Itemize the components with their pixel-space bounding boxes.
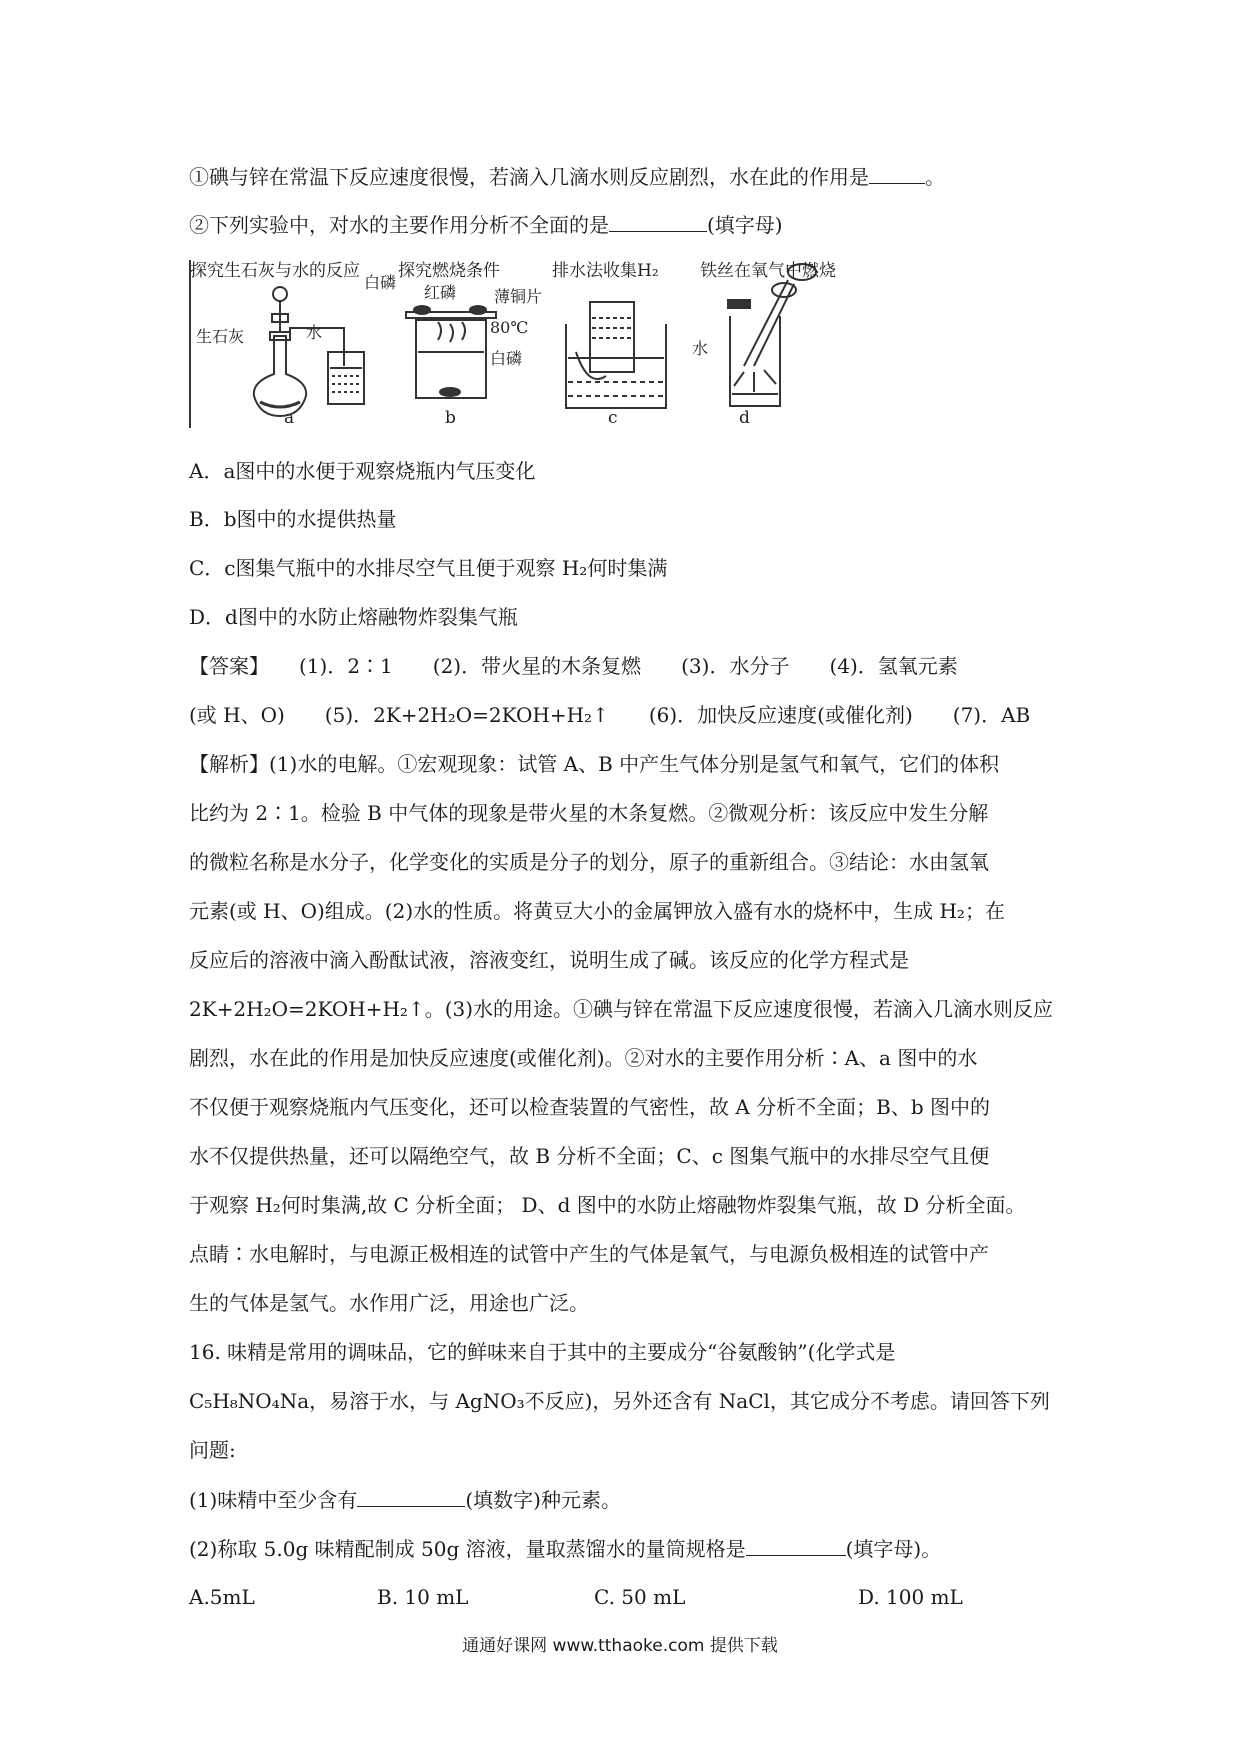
q16-sub-1: (1)味精中至少含有 (填数字)种元素。 bbox=[189, 1488, 621, 1512]
analysis-line-1: 【解析】(1)水的电解。①宏观现象：试管 A、B 中产生气体分别是氢气和氧气，它们的体积 bbox=[189, 752, 1000, 776]
answer-blank[interactable] bbox=[746, 1535, 846, 1556]
label-white-phosphorus-top: 白磷 bbox=[364, 273, 397, 292]
panel-c-title: 排水法收集H₂ bbox=[552, 261, 659, 281]
analysis-line-5: 反应后的溶液中滴入酚酞试液，溶液变红，说明生成了碱。该反应的化学方程式是 bbox=[189, 948, 909, 972]
q16-sub-2: (2)称取 5.0g 味精配制成 50g 溶液，量取蒸馏水的量筒规格是 (填字母)。 bbox=[189, 1537, 942, 1561]
q16-line-1: 16. 味精是常用的调味品，它的鲜味来自于其中的主要成分“谷氨酸钠”(化学式是 bbox=[189, 1340, 896, 1364]
option-b: B．b图中的水提供热量 bbox=[189, 507, 397, 531]
label-copper-plate: 薄铜片 bbox=[494, 287, 543, 306]
answer-blank[interactable] bbox=[357, 1486, 465, 1507]
analysis-line-6: 2K+2H₂O=2KOH+H₂↑。(3)水的用途。①碘与锌在常温下反应速度很慢，若滴入几滴水则反应 bbox=[189, 997, 1054, 1021]
q16-choice-a: A.5mL bbox=[189, 1585, 255, 1609]
analysis-line-7: 剧烈，水在此的作用是加快反应速度(或催化剂)。②对水的主要作用分析∶A、a 图中的水 bbox=[189, 1046, 978, 1070]
analysis-line-8: 不仅便于观察烧瓶内气压变化，还可以检查装置的气密性，故 A 分析不全面；B、b 图中的 bbox=[189, 1095, 991, 1119]
analysis-line-2: 比约为 2∶1。检验 B 中气体的现象是带火星的木条复燃。②微观分析：该反应中发生分解 bbox=[189, 801, 989, 825]
option-c: C．c图集气瓶中的水排尽空气且便于观察 H₂何时集满 bbox=[189, 556, 668, 580]
experiment-drawings bbox=[188, 256, 928, 436]
q16-line-3: 问题: bbox=[189, 1438, 236, 1462]
analysis-line-3: 的微粒名称是水分子，化学变化的实质是分子的划分，原子的重新组合。③结论：水由氢氧 bbox=[189, 850, 989, 874]
panel-c-letter: c bbox=[608, 408, 618, 428]
answer-line-2: (或 H、O) (5)．2K+2H₂O=2KOH+H₂↑ (6)．加快反应速度(或催化剂) (7)．AB bbox=[189, 703, 1031, 727]
label-temperature: 80℃ bbox=[490, 318, 529, 337]
q15-line-2: ②下列实验中，对水的主要作用分析不全面的是 (填字母) bbox=[189, 213, 783, 237]
panel-b-letter: b bbox=[445, 408, 456, 428]
q16-choice-d: D. 100 mL bbox=[858, 1585, 963, 1609]
q15-line-1: ①碘与锌在常温下反应速度很慢，若滴入几滴水则反应剧烈，水在此的作用是 。 bbox=[189, 165, 945, 189]
label-red-phosphorus: 红磷 bbox=[424, 283, 457, 302]
option-d: D．d图中的水防止熔融物炸裂集气瓶 bbox=[189, 605, 518, 629]
q16-line-2: C₅H₈NO₄Na，易溶于水，与 AgNO₃不反应)，另外还含有 NaCl，其它成分不考虑。请回答下列 bbox=[189, 1389, 1050, 1413]
analysis-line-11: 点睛∶水电解时，与电源正极相连的试管中产生的气体是氧气，与电源负极相连的试管中产 bbox=[189, 1242, 989, 1266]
q15-line-2-text: ②下列实验中，对水的主要作用分析不全面的是 bbox=[189, 213, 609, 237]
label-water-d: 水 bbox=[692, 339, 709, 358]
answer-blank[interactable] bbox=[869, 163, 925, 184]
answer-blank[interactable] bbox=[609, 211, 707, 232]
analysis-line-10: 于观察 H₂何时集满,故 C 分析全面； D、d 图中的水防止熔融物炸裂集气瓶，故 D 分析全面。 bbox=[189, 1193, 1026, 1217]
panel-b-title: 探究燃烧条件 bbox=[398, 261, 500, 281]
label-water-a: 水 bbox=[306, 323, 323, 342]
panel-a-letter: a bbox=[284, 408, 295, 428]
panel-d-title: 铁丝在氧气中燃烧 bbox=[700, 261, 836, 281]
q16-choice-b: B. 10 mL bbox=[377, 1585, 469, 1609]
answer-line-1: 【答案】 (1)．2∶1 (2)．带火星的木条复燃 (3)．水分子 (4)．氢氧元素 bbox=[189, 654, 958, 678]
analysis-line-4: 元素(或 H、O)组成。(2)水的性质。将黄豆大小的金属钾放入盛有水的烧杯中，生成 H₂；在 bbox=[189, 899, 1005, 923]
option-a: A．a图中的水便于观察烧瓶内气压变化 bbox=[189, 459, 536, 483]
analysis-line-12: 生的气体是氢气。水作用广泛，用途也广泛。 bbox=[189, 1291, 589, 1315]
analysis-line-9: 水不仅提供热量，还可以隔绝空气，故 B 分析不全面；C、c 图集气瓶中的水排尽空气且便 bbox=[189, 1144, 990, 1168]
page-footer: 通通好课网 www.tthaoke.com 提供下载 bbox=[462, 1636, 778, 1656]
experiment-figure bbox=[188, 256, 928, 436]
panel-a-title: 探究生石灰与水的反应 bbox=[190, 261, 360, 281]
label-quicklime: 生石灰 bbox=[196, 327, 245, 346]
q16-choice-c: C. 50 mL bbox=[594, 1585, 686, 1609]
panel-d-letter: d bbox=[739, 408, 750, 428]
label-white-phosphorus-bottom: 白磷 bbox=[490, 349, 523, 368]
q15-line-1-text: ①碘与锌在常温下反应速度很慢，若滴入几滴水则反应剧烈，水在此的作用是 bbox=[189, 165, 869, 189]
